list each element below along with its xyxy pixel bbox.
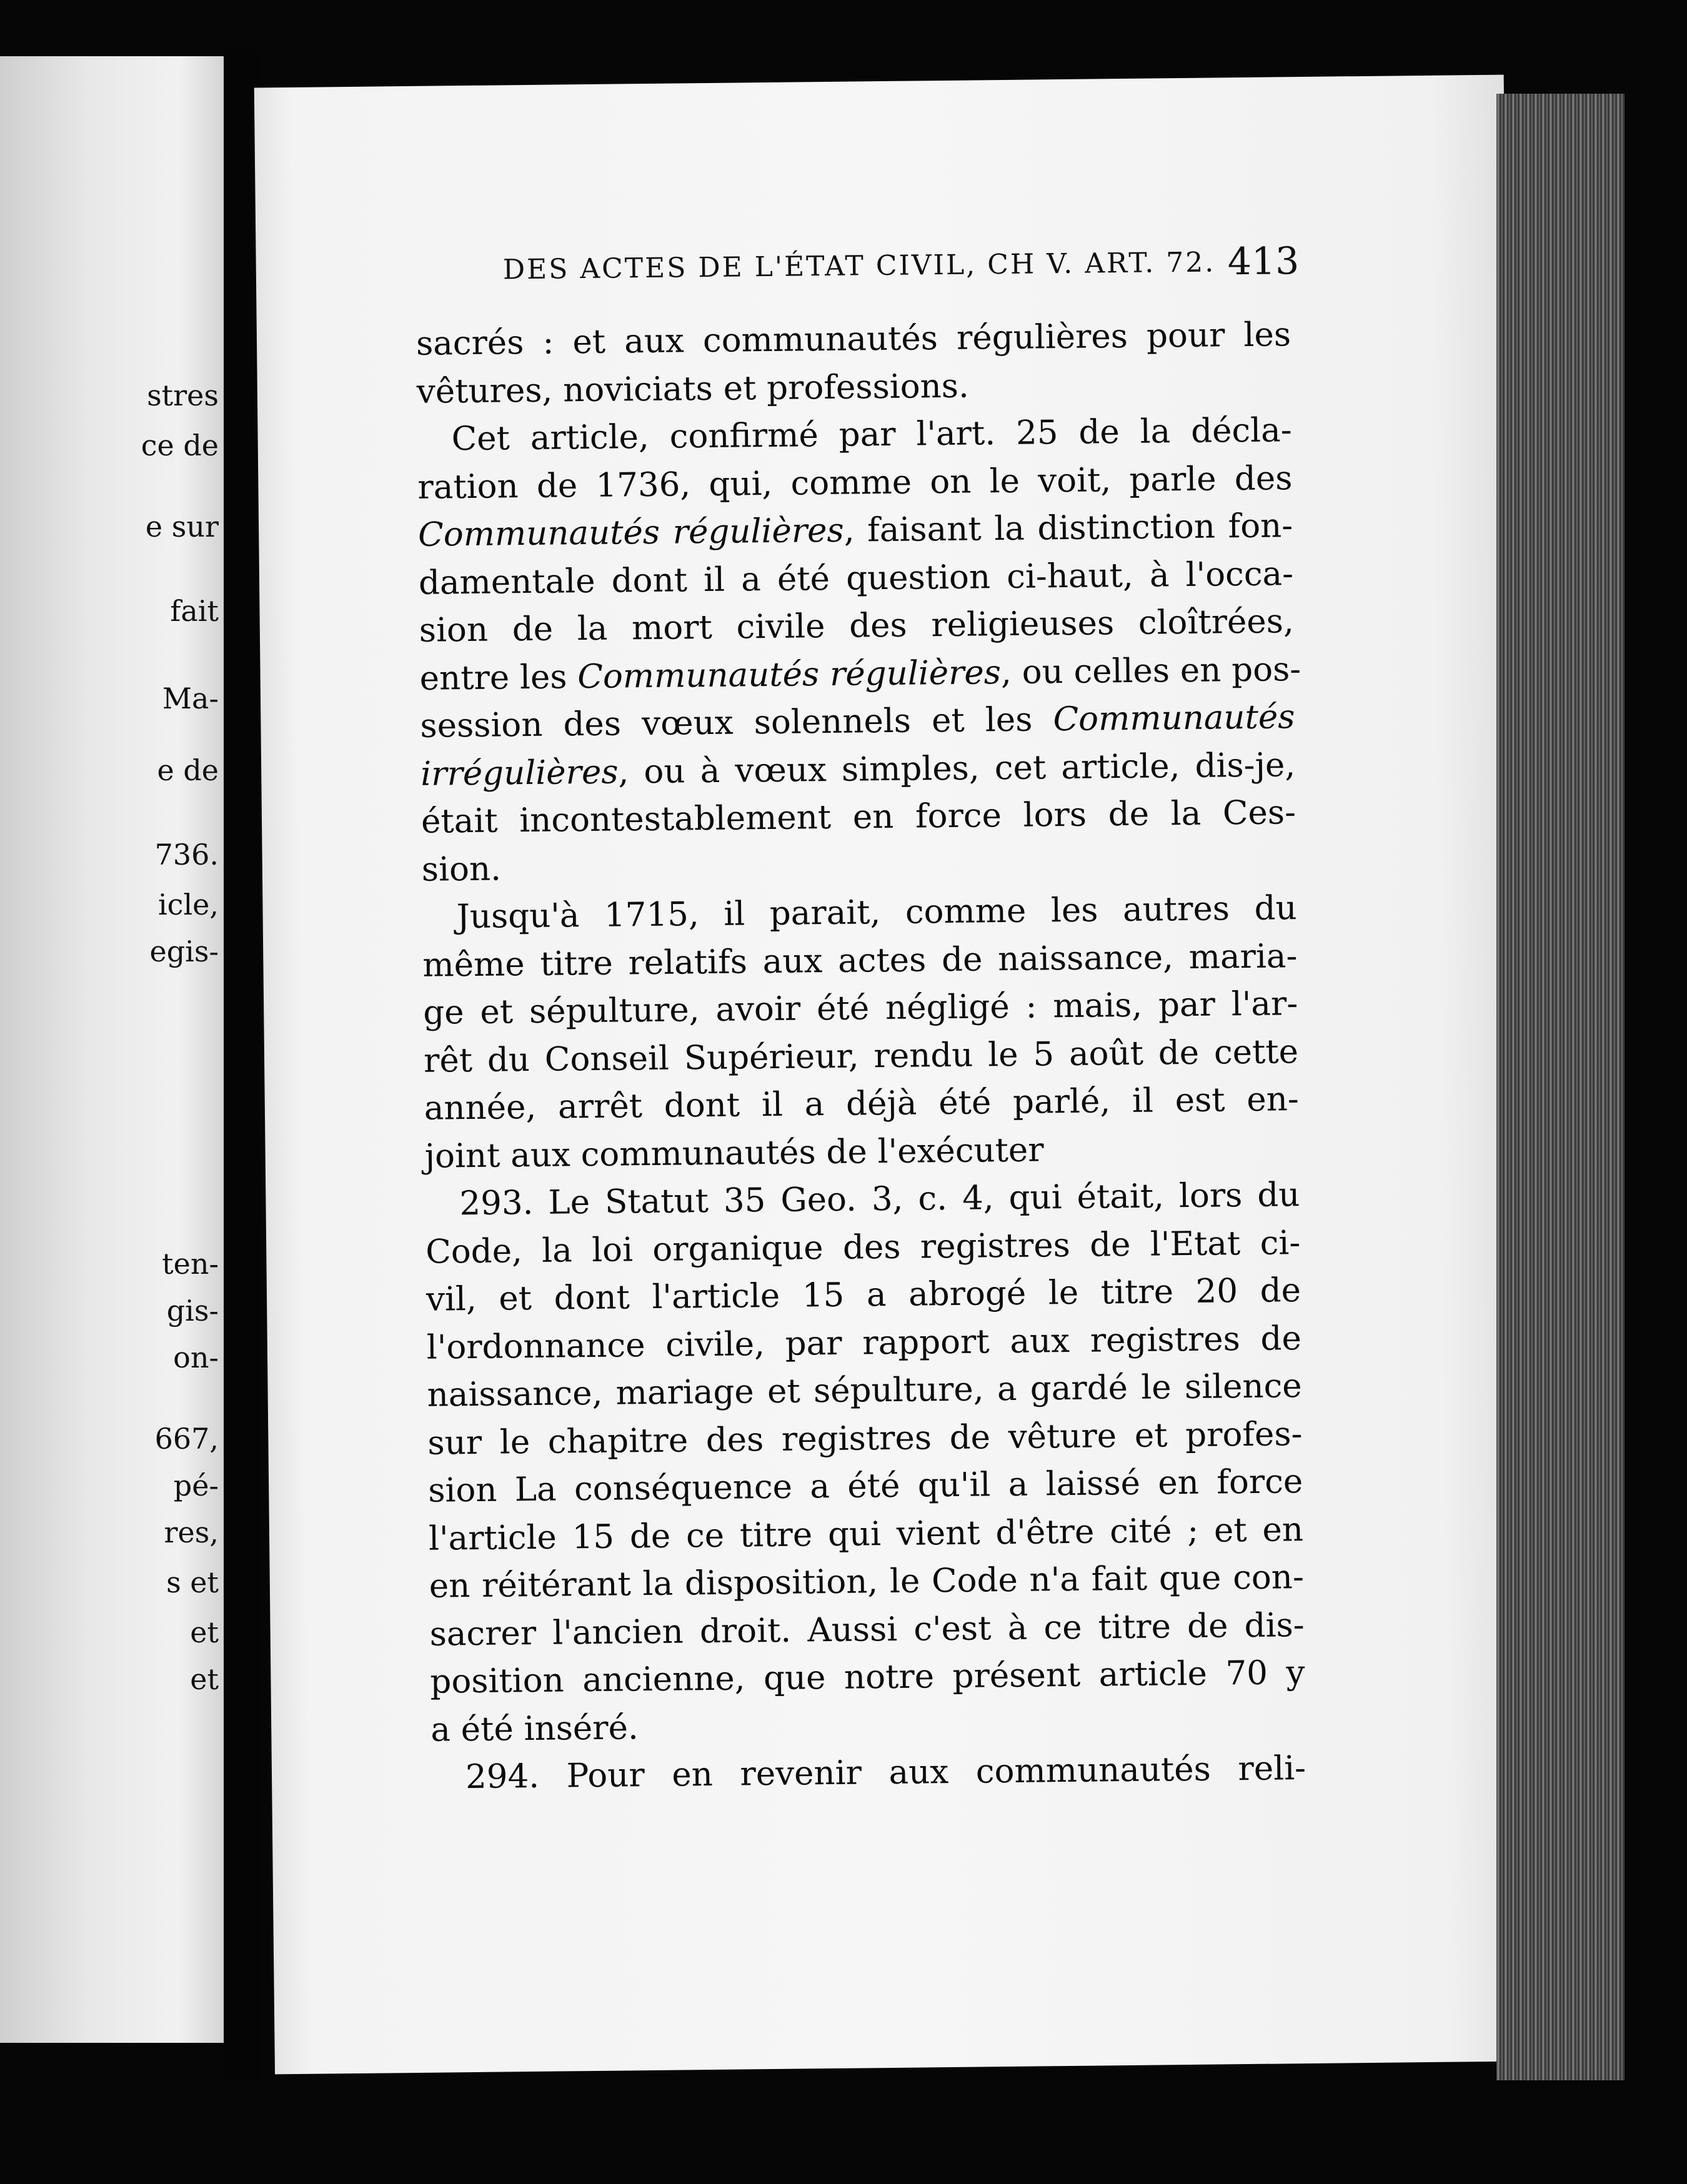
text-segment: était incontestablement en force lors de la Ces- — [421, 793, 1296, 841]
text-line — [421, 789, 1296, 846]
text-line — [417, 455, 1293, 512]
text-segment: ge et sépulture, avoir été négligé : mais, par l'ar- — [422, 985, 1298, 1032]
left-page-fragment: icle, — [157, 888, 219, 921]
book-gutter — [224, 50, 261, 2080]
italic-text: Communautés — [1053, 698, 1295, 739]
text-line — [421, 837, 1296, 894]
text-segment: damentale dont il a été question ci-haut, à l'occa- — [418, 554, 1294, 602]
text-segment: année, arrêt dont il a déjà été parlé, il est en- — [424, 1080, 1300, 1128]
text-line — [425, 1219, 1301, 1276]
text-segment: l'ordonnance civile, par rapport aux registres de — [426, 1319, 1302, 1367]
italic-text: Communautés régulières — [417, 511, 844, 554]
running-head — [256, 239, 1300, 300]
text-line — [428, 1458, 1303, 1515]
text-segment: Code, la loi organique des registres de l'Etat ci- — [425, 1223, 1301, 1271]
italic-text: Communautés régulières — [577, 653, 1002, 696]
text-segment: sion de la mort civile des religieuses cloîtrées, — [419, 602, 1295, 650]
text-line — [426, 1315, 1301, 1372]
text-line — [424, 1076, 1299, 1133]
left-page-fragment: ten- — [162, 1247, 219, 1281]
text-line — [424, 1028, 1299, 1085]
text-line — [419, 646, 1301, 703]
text-line — [422, 933, 1298, 990]
text-segment: naissance, mariage et sépulture, a gardé le silence — [427, 1367, 1302, 1414]
page-text — [416, 311, 1306, 1802]
text-line — [420, 693, 1295, 750]
text-line — [431, 1745, 1306, 1802]
text-line — [423, 980, 1298, 1037]
text-line — [427, 1363, 1302, 1419]
text-line — [429, 1554, 1304, 1611]
text-line — [419, 550, 1294, 607]
text-segment: même titre relatifs aux actes de naissance, maria- — [422, 936, 1298, 985]
left-page-fragment: egis- — [149, 935, 219, 968]
text-line — [419, 598, 1294, 655]
left-page-edge — [0, 56, 224, 2043]
text-segment: sur le chapitre des registres de vêture et profes- — [427, 1414, 1303, 1462]
text-segment: entre les — [419, 657, 578, 698]
text-line — [417, 407, 1292, 464]
text-segment: sion La conséquence a été qu'il a laissé en force — [427, 1462, 1303, 1510]
text-segment: , ou à vœux simples, cet article, dis-je, — [618, 745, 1296, 791]
text-line — [416, 359, 1291, 416]
text-line — [421, 742, 1296, 798]
left-page-fragment: gis- — [166, 1294, 219, 1328]
text-line — [427, 1411, 1303, 1467]
text-line — [429, 1506, 1304, 1563]
text-segment: Jusqu'à 1715, il parait, comme les autres du — [456, 889, 1297, 936]
text-line — [426, 1267, 1301, 1324]
left-page-fragment: s et — [166, 1566, 219, 1599]
left-page-fragment: et — [190, 1662, 219, 1696]
text-line — [424, 1124, 1300, 1181]
left-page-fragment: pé- — [173, 1469, 219, 1502]
left-page-fragment: 667, — [154, 1422, 219, 1456]
text-segment: en réitérant la disposition, le Code n'a fait que con- — [429, 1558, 1305, 1606]
text-segment: , faisant la distinction fon- — [844, 507, 1293, 550]
text-line — [430, 1649, 1305, 1706]
text-segment: rêt du Conseil Supérieur, rendu le 5 août de cette — [423, 1032, 1299, 1080]
text-segment: joint aux communautés de l'exécuter — [424, 1130, 1044, 1176]
page-number: 413 — [1227, 239, 1300, 284]
text-segment: ration de 1736, qui, comme on le voit, parle des — [417, 459, 1293, 507]
text-line — [416, 311, 1291, 368]
text-segment: sacrés : et aux communautés régulières pour les — [416, 315, 1291, 363]
left-page-fragment: on- — [173, 1341, 219, 1374]
left-page-fragment: stres — [147, 379, 219, 412]
text-line — [418, 502, 1293, 559]
left-page-fragment: 736. — [154, 838, 219, 871]
text-line — [425, 1171, 1300, 1228]
left-page-fragment: res, — [164, 1516, 219, 1549]
text-segment: 294. Pour en revenir aux communautés reli- — [465, 1749, 1306, 1797]
running-head-title: DES ACTES DE L'ÉTAT CIVIL, CH V. ART. 72. — [502, 246, 1216, 286]
text-segment: position ancienne, que notre présent article 70 y — [430, 1654, 1305, 1701]
left-page-fragment: e de — [157, 753, 219, 787]
left-page-fragment: fait — [170, 594, 219, 628]
page-fore-edge — [1496, 94, 1625, 2080]
text-segment: vêtures, noviciats et professions. — [416, 367, 970, 411]
text-segment: sion. — [421, 849, 502, 889]
italic-text: irrégulières — [420, 753, 619, 793]
book-page — [254, 75, 1525, 2075]
text-segment: l'article 15 de ce titre qui vient d'être cité ; et en — [428, 1510, 1304, 1558]
text-line — [422, 885, 1297, 941]
text-line — [430, 1697, 1306, 1754]
text-segment: 293. Le Statut 35 Geo. 3, c. 4, qui était, lors du — [459, 1176, 1300, 1223]
text-line — [429, 1602, 1305, 1659]
text-segment: session des vœux solennels et les — [420, 700, 1053, 745]
left-page-fragment: ce de — [141, 429, 219, 462]
left-page-fragment: e sur — [145, 510, 219, 544]
left-page-fragment: Ma- — [162, 682, 219, 715]
text-segment: Cet article, confirmé par l'art. 25 de la décla- — [451, 411, 1292, 459]
left-page-fragment: et — [190, 1616, 219, 1649]
text-segment: vil, et dont l'article 15 a abrogé le titre 20 de — [425, 1271, 1301, 1319]
text-segment: sacrer l'ancien droit. Aussi c'est à ce titre de dis- — [429, 1606, 1305, 1654]
text-segment: , ou celles en pos- — [1000, 650, 1301, 692]
text-segment: a été inséré. — [430, 1708, 639, 1749]
